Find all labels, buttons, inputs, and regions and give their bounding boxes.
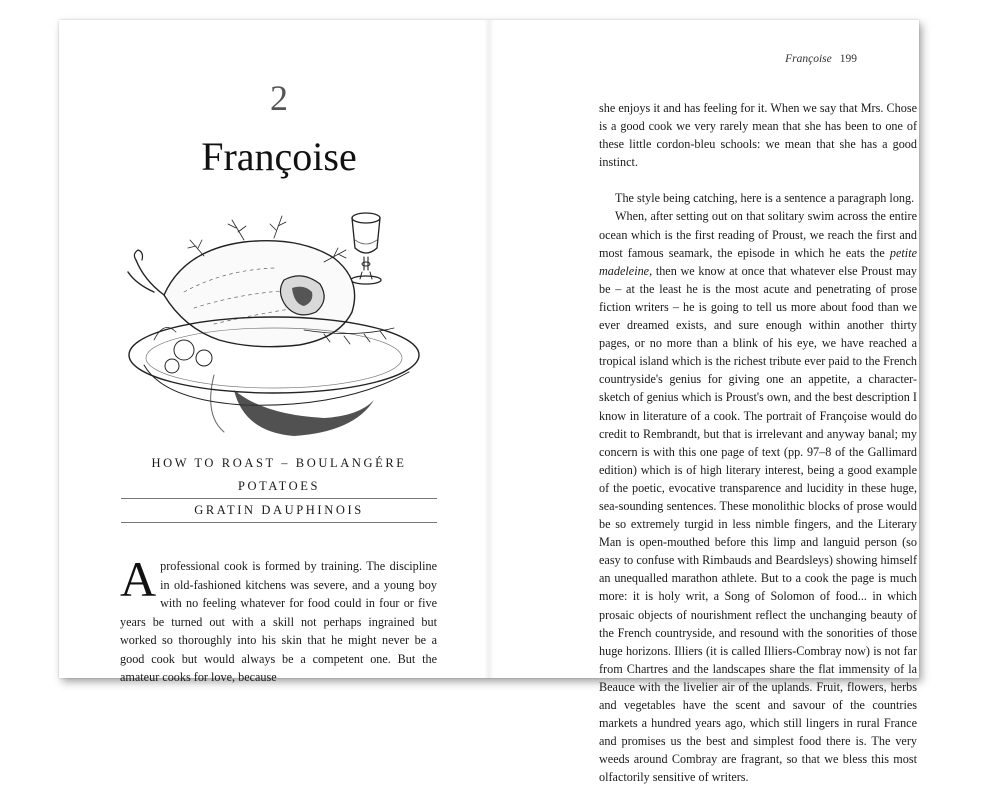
wine-glass [351,213,381,284]
left-page [59,20,489,684]
chapter-number: 2 [270,78,288,118]
body-text-right [599,99,917,786]
contents-item: GRATIN DAUPHINOIS [121,499,437,523]
chapter-title: Françoise [201,134,357,179]
paragraph-text: then we know at once that whatever else Proust may be – at the least he is the most acute and penetrating of prose fiction writers – he is going to tell us more about food than we ever dreamed exists, and sure enough within another thirty pages, or no more than a blink of his eye, we have reached a tropical island which is the richest tribute ever paid to the French countryside's genius for giving one an appetite, a character-sketch of genius which is Proust's own, and the best description I know in literature of a cook. The portrait of Françoise would do credit to Rembrandt, but that is irrelevant and anyway banal; my concern is with this one page of text (pp. 97–8 of the Gallimard edition) which is of high literary interest, being a good example of the poetic, evocative transparence and lucidity in these huge, sea-sounding sentences. These monolithic blocks of prose would be so extremely turgid in less nimble fingers, and the Literary Man is open-mouthed before this limp and languid person (so easy to confuse with Rimbauds and Beardsleys) showing himself an unequalled marathon athlete. But to a cook the page is much more: it is holy writ, a Song of Solomon of food... in which prosaic objects of nourishment reflect the unchanging beauty of the French countryside, and resound with the sonorities of those huge horizons. Illiers (it is called Illiers-Combray now) is not far from Chartres and the landscapes share the flat immensity of la Beauce with the livelier air of the uplands. Fruit, flowers, herbs and vegetables have the scent and savour of the countries markets a hundred years ago, which still lingers in rural France and promises us the best and simplest food there is. The very weeds around Combray are fragrant, so that we bless this most olfactorily sensitive of writers. [599,263,917,785]
paragraph-text: When, after setting out on that solitary swim across the entire ocean which is the first reading of Proust, we reach the first and most famous seamark, the episode in which he eats the [599,209,917,260]
chapter-contents [121,452,437,523]
page-number: 199 [839,53,857,65]
paragraph: she enjoys it and has feeling for it. When we say that Mrs. Chose is a good cook we very rarely mean that she has been to one of these little cordon-bleu schools: we mean that she has a good instinct. [599,101,917,170]
paragraph [599,207,917,786]
contents-item: HOW TO ROAST – BOULANGÉRE [151,456,407,470]
opening-paragraph: professional cook is formed by training. The discipline in old-fashioned kitchens was severe, and a young boy with no feeling whatever for food could in four or five years be turned out with a skill not perhaps ingrained but worked so thoroughly into his skin that he might never be a good cook but would always be a competent one. But the amateur cooks for love, because [120,559,437,684]
roast-leg-of-lamb-illustration [124,200,439,440]
italic-phrase: petite madeleine, [599,245,917,278]
garnish [154,328,212,374]
right-page [489,20,919,785]
drop-cap: A [120,551,157,607]
body-text-left [120,551,437,687]
running-head [785,53,857,65]
running-head-title: Françoise [785,53,832,65]
paragraph: The style being catching, here is a sentence a paragraph long. [615,191,915,206]
contents-item: POTATOES [121,475,437,499]
book-spread [59,20,919,785]
